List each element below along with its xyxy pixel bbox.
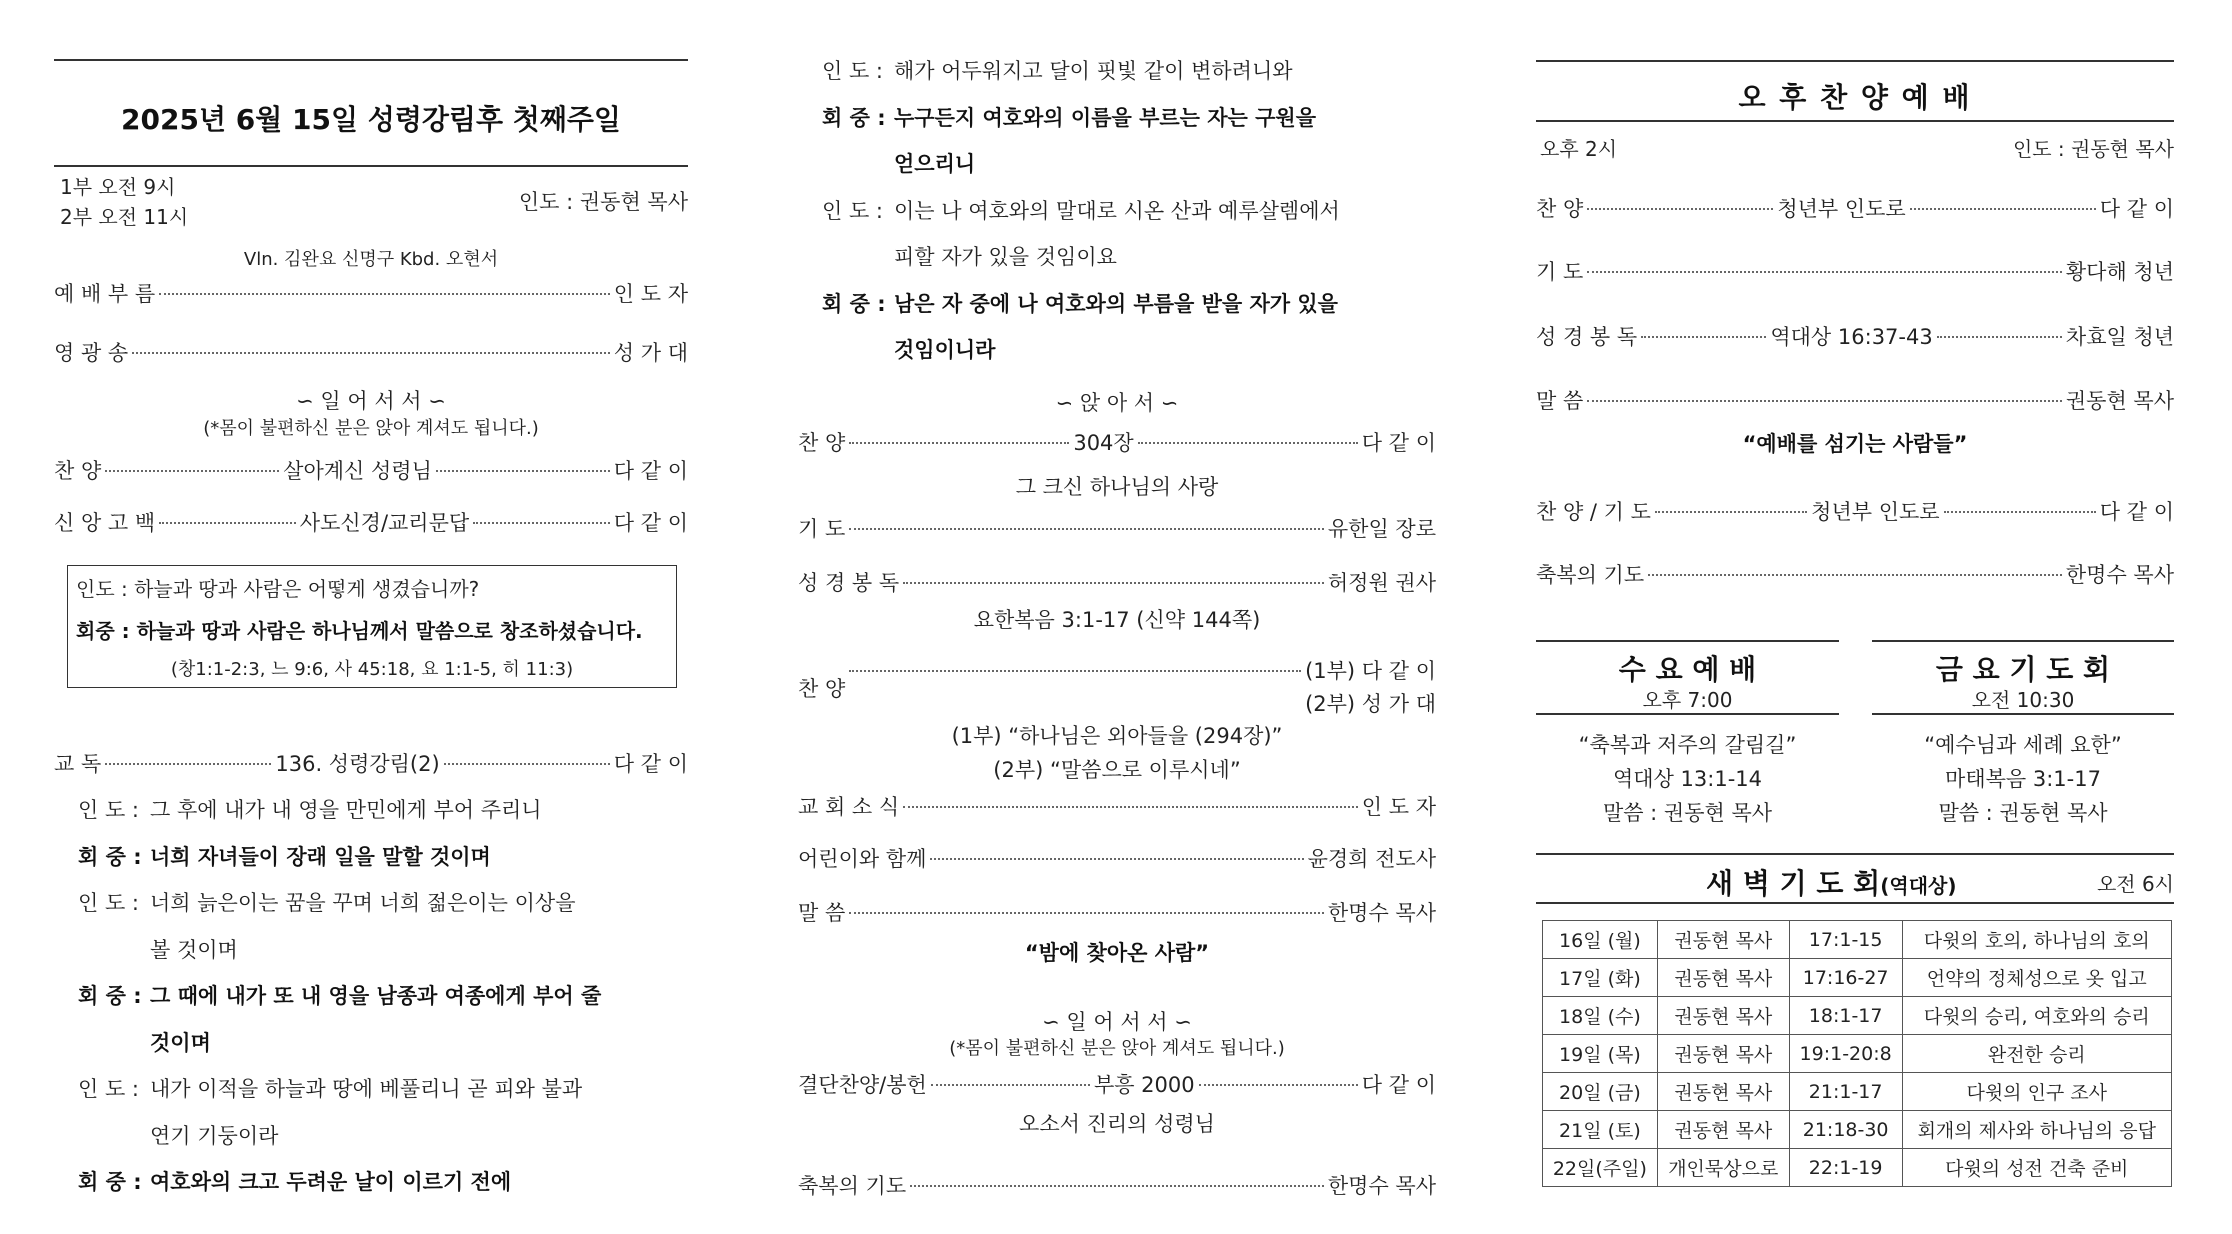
leader-dots bbox=[159, 293, 610, 295]
anthem-title-2: (2부) “말씀으로 이루시네” bbox=[993, 758, 1241, 782]
day-cell: 22일(주일) bbox=[1543, 1149, 1658, 1187]
topic-cell: 완전한 승리 bbox=[1902, 1035, 2171, 1073]
order-person: 다 같 이 bbox=[613, 511, 689, 535]
order-item bbox=[1536, 193, 2174, 223]
anthem-choir: (2부) 성 가 대 bbox=[1305, 692, 1436, 716]
order-label: 교 회 소 식 bbox=[798, 795, 900, 819]
divider bbox=[1536, 853, 2174, 855]
leader-cell: 권동현 목사 bbox=[1657, 1111, 1789, 1149]
afternoon-time: 오후 2시 bbox=[1540, 137, 1618, 161]
order-person: 다 같 이 bbox=[2099, 500, 2175, 524]
catechism-box bbox=[67, 565, 677, 688]
reading-speaker: 회 중 : bbox=[78, 1170, 142, 1194]
leader-dots bbox=[1199, 1084, 1358, 1086]
reading-speaker: 인 도 : bbox=[78, 798, 139, 822]
reading-text: 것임이니라 bbox=[894, 338, 996, 362]
divider bbox=[54, 59, 688, 61]
reading-speaker: 회 중 : bbox=[822, 105, 886, 130]
dawn-subtitle: (역대상) bbox=[1880, 874, 1957, 898]
table-row bbox=[1543, 959, 2172, 997]
order-label: 말 씀 bbox=[1536, 389, 1584, 413]
order-label: 성 경 봉 독 bbox=[1536, 325, 1638, 349]
leader-dots bbox=[105, 470, 279, 472]
reading-speaker: 인 도 : bbox=[78, 1077, 139, 1101]
hymn-title: 그 크신 하나님의 사랑 bbox=[1015, 475, 1219, 499]
reading-text: 남은 자 중에 나 여호와의 부름을 받을 자가 있을 bbox=[894, 291, 1338, 316]
reading-text: 여호와의 크고 두려운 날이 이르기 전에 bbox=[150, 1170, 512, 1194]
divider bbox=[1872, 713, 2174, 715]
order-person: 인 도 자 bbox=[613, 282, 688, 306]
leader-dots bbox=[903, 806, 1358, 808]
order-item bbox=[798, 791, 1436, 821]
order-person: 다 같 이 bbox=[2099, 197, 2174, 221]
wednesday-reference: 역대상 13:1-14 bbox=[1613, 767, 1762, 791]
leader-dots bbox=[105, 763, 271, 765]
order-item bbox=[798, 567, 1436, 597]
topic-cell: 다윗의 인구 조사 bbox=[1902, 1073, 2171, 1111]
table-row bbox=[1543, 921, 2172, 959]
topic-cell: 회개의 제사와 하나님의 응답 bbox=[1902, 1111, 2171, 1149]
anthem-title-1: (1부) “하나님은 외아들을 (294장)” bbox=[951, 724, 1283, 748]
order-person: 유한일 장로 bbox=[1327, 517, 1436, 541]
divider bbox=[1536, 120, 2174, 122]
order-detail: 136. 성령강림(2) bbox=[275, 752, 440, 776]
order-item bbox=[1536, 256, 2174, 286]
stand-note: (*몸이 불편하신 분은 앉아 계셔도 됩니다.) bbox=[203, 418, 539, 439]
leader-dots bbox=[1655, 511, 1807, 513]
friday-service bbox=[1872, 640, 2174, 840]
reading-line bbox=[822, 288, 1338, 318]
order-detail: 사도신경/교리문답 bbox=[299, 511, 470, 535]
order-detail: 청년부 인도로 bbox=[1777, 197, 1906, 221]
order-person: 다 같 이 bbox=[613, 459, 688, 483]
order-label: 어린이와 함께 bbox=[798, 847, 927, 871]
musicians: Vln. 김완요 신명구 Kbd. 오현서 bbox=[243, 249, 499, 270]
leader-cell: 권동현 목사 bbox=[1657, 997, 1789, 1035]
divider bbox=[1872, 640, 2174, 642]
leader-dots bbox=[473, 522, 610, 524]
friday-preacher: 말씀 : 권동현 목사 bbox=[1938, 801, 2108, 825]
leader-dots bbox=[1641, 336, 1766, 338]
order-item bbox=[798, 513, 1436, 543]
order-person: 윤경희 전도사 bbox=[1307, 847, 1436, 871]
order-label: 영 광 송 bbox=[54, 341, 129, 365]
order-item bbox=[1536, 496, 2174, 526]
reading-text: 내가 이적을 하늘과 땅에 베풀리니 곧 피와 불과 bbox=[150, 1077, 583, 1101]
topic-cell: 다윗의 호의, 하나님의 호의 bbox=[1902, 921, 2171, 959]
order-item bbox=[798, 1170, 1436, 1200]
passage-cell: 17:1-15 bbox=[1789, 921, 1902, 959]
passage-cell: 22:1-19 bbox=[1789, 1149, 1902, 1187]
closing-hymn-title: 오소서 진리의 성령님 bbox=[1019, 1112, 1215, 1136]
afternoon-title: 오 후 찬 양 예 배 bbox=[1738, 81, 1972, 114]
reading-text: 누구든지 여호와의 이름을 부르는 자는 구원을 bbox=[894, 105, 1316, 130]
day-cell: 16일 (월) bbox=[1543, 921, 1658, 959]
sit-instruction: ∽ 앉 아 서 ∽ bbox=[1055, 391, 1179, 415]
wednesday-time: 오후 7:00 bbox=[1642, 688, 1733, 712]
friday-reference: 마태복음 3:1-17 bbox=[1945, 767, 2101, 791]
reading-text: 그 후에 내가 내 영을 만민에게 부어 주리니 bbox=[150, 798, 542, 822]
order-label: 찬 양 bbox=[798, 677, 846, 701]
order-person: 허정원 권사 bbox=[1327, 571, 1436, 595]
divider bbox=[1536, 902, 2174, 904]
day-cell: 17일 (화) bbox=[1543, 959, 1658, 997]
reading-text: 그 때에 내가 또 내 영을 남종과 여종에게 부어 줄 bbox=[150, 984, 602, 1008]
leader-cell: 권동현 목사 bbox=[1657, 1035, 1789, 1073]
stand-note: (*몸이 불편하신 분은 앉아 계셔도 됩니다.) bbox=[949, 1038, 1285, 1059]
reading-text: 얻으리니 bbox=[894, 152, 976, 176]
order-person: 한명수 목사 bbox=[1327, 1174, 1436, 1198]
passage-cell: 21:1-17 bbox=[1789, 1073, 1902, 1111]
leader-dots bbox=[931, 1084, 1090, 1086]
reading-text: 연기 기둥이라 bbox=[150, 1123, 279, 1148]
reading-line bbox=[78, 1027, 211, 1057]
leader-dots bbox=[1944, 511, 2096, 513]
dawn-heading bbox=[1706, 862, 1956, 902]
wednesday-service bbox=[1536, 640, 1839, 840]
reading-line bbox=[78, 1073, 582, 1103]
reading-line bbox=[78, 794, 542, 824]
order-label: 찬 양 bbox=[1536, 197, 1584, 221]
friday-title: 금 요 기 도 회 bbox=[1935, 653, 2111, 686]
order-person: 황다해 청년 bbox=[2065, 260, 2174, 284]
order-person: 인 도 자 bbox=[1361, 795, 1436, 819]
service-time-2: 2부 오전 11시 bbox=[60, 205, 189, 229]
order-label: 결단찬양/봉헌 bbox=[798, 1073, 927, 1097]
dawn-title: 새 벽 기 도 회 bbox=[1706, 867, 1881, 900]
reading-speaker: 인 도 : bbox=[78, 891, 139, 915]
order-label: 축복의 기도 bbox=[798, 1174, 907, 1198]
reading-text: 이는 나 여호와의 말대로 시온 산과 예루살렘에서 bbox=[894, 198, 1340, 223]
leader-dots bbox=[1937, 336, 2062, 338]
reading-line bbox=[822, 102, 1316, 132]
passage-cell: 21:18-30 bbox=[1789, 1111, 1902, 1149]
divider bbox=[1536, 713, 1839, 715]
reading-speaker: 회 중 : bbox=[822, 291, 886, 316]
reading-speaker: 인 도 : bbox=[822, 198, 883, 223]
order-item bbox=[54, 507, 688, 537]
catechism-reference: (창1:1-2:3, 느 9:6, 사 45:18, 요 1:1-5, 히 11:3) bbox=[170, 659, 574, 680]
reading-text: 것이며 bbox=[150, 1030, 211, 1055]
order-item bbox=[798, 843, 1436, 873]
reading-line bbox=[822, 148, 975, 178]
stand-instruction: ∽ 일 어 서 서 ∽ bbox=[1042, 1010, 1192, 1034]
leader-dots bbox=[903, 582, 1324, 584]
wednesday-title: 수 요 예 배 bbox=[1618, 653, 1757, 686]
catechism-question: 인도 : 하늘과 땅과 사람은 어떻게 생겼습니까? bbox=[76, 577, 480, 601]
friday-time: 오전 10:30 bbox=[1971, 688, 2075, 712]
order-person: 한명수 목사 bbox=[1327, 901, 1436, 925]
friday-sermon: “예수님과 세례 요한” bbox=[1924, 733, 2122, 757]
wednesday-preacher: 말씀 : 권동현 목사 bbox=[1602, 801, 1773, 825]
leader-dots bbox=[132, 352, 610, 354]
leader-dots bbox=[849, 912, 1324, 914]
leader-cell: 개인묵상으로 bbox=[1657, 1149, 1789, 1187]
table-row bbox=[1543, 1035, 2172, 1073]
divider bbox=[1536, 640, 1839, 642]
reading-line bbox=[822, 334, 995, 364]
service-time-1: 1부 오전 9시 bbox=[60, 175, 176, 199]
day-cell: 18일 (수) bbox=[1543, 997, 1658, 1035]
reading-speaker: 인 도 : bbox=[822, 59, 883, 83]
order-item bbox=[798, 427, 1436, 457]
passage-cell: 18:1-17 bbox=[1789, 997, 1902, 1035]
leader-cell: 권동현 목사 bbox=[1657, 1073, 1789, 1111]
order-item bbox=[54, 278, 688, 308]
order-person: 다 같 이 bbox=[1361, 1073, 1436, 1097]
order-label: 말 씀 bbox=[798, 901, 846, 925]
order-person: 성 가 대 bbox=[613, 341, 688, 365]
order-label: 찬 양 / 기 도 bbox=[1536, 500, 1651, 524]
leader-dots bbox=[849, 670, 1301, 672]
reading-speaker: 회 중 : bbox=[78, 984, 142, 1008]
order-label: 찬 양 bbox=[54, 459, 102, 483]
order-item bbox=[798, 897, 1436, 927]
order-label: 기 도 bbox=[798, 517, 846, 541]
day-cell: 21일 (토) bbox=[1543, 1111, 1658, 1149]
leader-dots bbox=[1587, 271, 2062, 273]
topic-cell: 다윗의 성전 건축 준비 bbox=[1902, 1149, 2171, 1187]
reading-line bbox=[78, 887, 575, 917]
reading-line bbox=[78, 1166, 511, 1196]
order-label: 축복의 기도 bbox=[1536, 563, 1645, 587]
dawn-time: 오전 6시 bbox=[2096, 872, 2174, 896]
dawn-schedule-table bbox=[1542, 920, 2172, 1187]
order-detail: 청년부 인도로 bbox=[1811, 500, 1940, 524]
reading-line bbox=[822, 241, 1117, 271]
leader-dots bbox=[436, 470, 610, 472]
reading-line bbox=[78, 1120, 278, 1150]
topic-cell: 다윗의 승리, 여호와의 승리 bbox=[1902, 997, 2171, 1035]
scripture-reference: 요한복음 3:1-17 (신약 144쪽) bbox=[973, 608, 1261, 632]
order-item bbox=[1536, 321, 2174, 351]
day-cell: 19일 (목) bbox=[1543, 1035, 1658, 1073]
topic-cell: 언약의 정체성으로 옷 입고 bbox=[1902, 959, 2171, 997]
order-detail: 304장 bbox=[1073, 431, 1134, 455]
order-item bbox=[798, 655, 1436, 701]
order-item bbox=[1536, 559, 2174, 589]
leader-dots bbox=[444, 763, 610, 765]
order-person: 다 같 이 bbox=[613, 752, 689, 776]
order-item bbox=[54, 455, 688, 485]
passage-cell: 19:1-20:8 bbox=[1789, 1035, 1902, 1073]
order-item bbox=[1536, 385, 2174, 415]
order-item bbox=[798, 1069, 1436, 1099]
leader-dots bbox=[1138, 442, 1358, 444]
order-detail: 부흥 2000 bbox=[1093, 1073, 1195, 1097]
reading-line bbox=[822, 195, 1340, 225]
table-row bbox=[1543, 997, 2172, 1035]
order-person: 다 같 이 bbox=[1361, 431, 1436, 455]
day-cell: 20일 (금) bbox=[1543, 1073, 1658, 1111]
order-label: 찬 양 bbox=[798, 431, 846, 455]
leader-dots bbox=[1587, 208, 1773, 210]
order-label: 신 앙 고 백 bbox=[54, 511, 156, 535]
reading-text: 해가 어두워지고 달이 핏빛 같이 변하려니와 bbox=[894, 59, 1293, 83]
table-row bbox=[1543, 1149, 2172, 1187]
order-label: 예 배 부 름 bbox=[54, 282, 156, 306]
reading-text: 피할 자가 있을 것임이요 bbox=[894, 245, 1117, 269]
table-row bbox=[1543, 1111, 2172, 1149]
order-detail: 역대상 16:37-43 bbox=[1770, 325, 1933, 349]
reading-text: 너희 자녀들이 장래 일을 말할 것이며 bbox=[150, 844, 491, 869]
order-person: 권동현 목사 bbox=[2065, 389, 2174, 413]
passage-cell: 17:16-27 bbox=[1789, 959, 1902, 997]
leader-dots bbox=[849, 442, 1069, 444]
reading-line bbox=[78, 841, 491, 871]
order-person: 한명수 목사 bbox=[2065, 563, 2174, 587]
service-leader: 인도 : 권동현 목사 bbox=[518, 190, 688, 214]
reading-line bbox=[822, 55, 1293, 85]
order-label: 성 경 봉 독 bbox=[798, 571, 900, 595]
reading-line bbox=[78, 934, 238, 964]
catechism-answer: 회중 : 하늘과 땅과 사람은 하나님께서 말씀으로 창조하셨습니다. bbox=[76, 619, 643, 643]
reading-text: 볼 것이며 bbox=[150, 937, 238, 962]
order-label: 교 독 bbox=[54, 752, 102, 776]
reading-line bbox=[78, 980, 601, 1010]
leader-dots bbox=[930, 858, 1303, 860]
table-row bbox=[1543, 1073, 2172, 1111]
leader-dots bbox=[849, 528, 1324, 530]
divider bbox=[54, 165, 688, 167]
reading-speaker: 회 중 : bbox=[78, 844, 142, 869]
order-item bbox=[54, 748, 688, 778]
order-person: 차효일 청년 bbox=[2065, 325, 2175, 349]
sermon-title: “밤에 찾아온 사람” bbox=[1024, 941, 1210, 965]
reading-text: 너희 늙은이는 꿈을 꾸며 너희 젊은이는 이상을 bbox=[150, 891, 576, 915]
order-item bbox=[54, 337, 688, 367]
order-label: 기 도 bbox=[1536, 260, 1584, 284]
leader-dots bbox=[1587, 400, 2062, 402]
leader-dots bbox=[1648, 574, 2062, 576]
wednesday-sermon: “축복과 저주의 갈림길” bbox=[1578, 733, 1797, 757]
leader-dots bbox=[910, 1185, 1324, 1187]
leader-dots bbox=[159, 522, 296, 524]
afternoon-sermon-title: “예배를 섬기는 사람들” bbox=[1742, 432, 1968, 456]
leader-cell: 권동현 목사 bbox=[1657, 959, 1789, 997]
order-person: (1부) 다 같 이 bbox=[1305, 659, 1436, 683]
afternoon-leader: 인도 : 권동현 목사 bbox=[2012, 137, 2174, 161]
leader-cell: 권동현 목사 bbox=[1657, 921, 1789, 959]
order-detail: 살아계신 성령님 bbox=[283, 459, 432, 483]
leader-dots bbox=[1910, 208, 2096, 210]
divider bbox=[1536, 60, 2174, 62]
stand-instruction: ∽ 일 어 서 서 ∽ bbox=[296, 389, 446, 413]
page-title: 2025년 6월 15일 성령강림후 첫째주일 bbox=[121, 103, 621, 136]
